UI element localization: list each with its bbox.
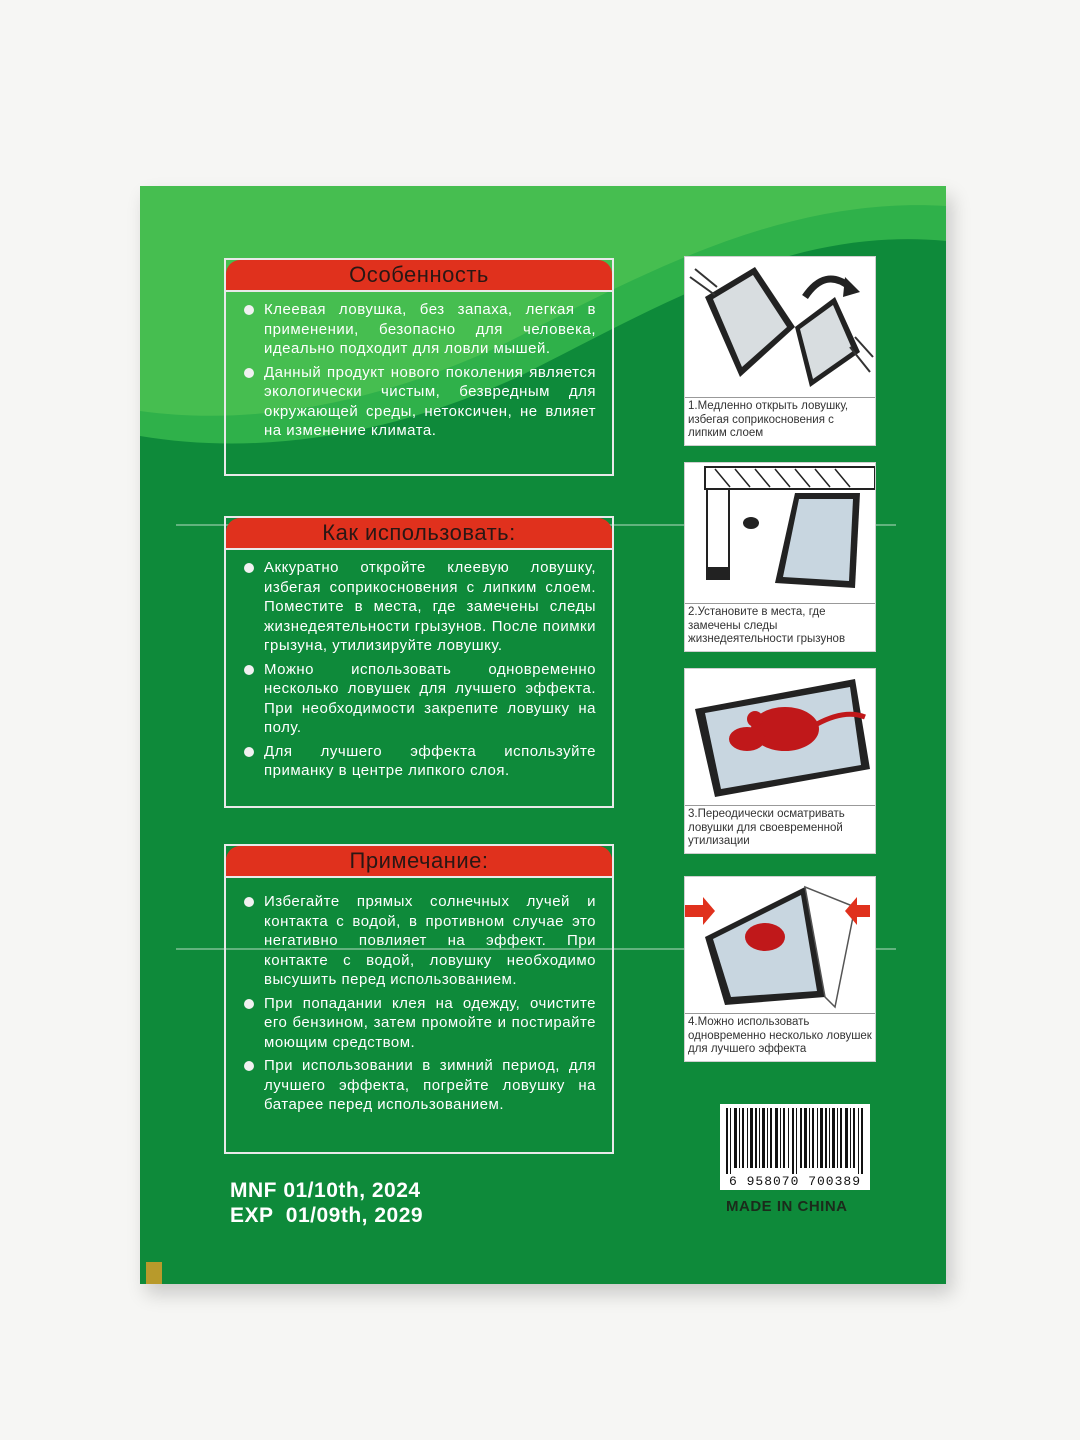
step-2-card: [684, 462, 876, 652]
usage-item: Можно использовать одновременно несколько ловушек для лучшего эффекта. При необходимости закрепите ловушку на полу.: [244, 660, 596, 738]
features-item: Данный продукт нового поколения является экологически чистым, безвредным для окружающей среды, нетоксичен, не влияет на изменение климата.: [244, 363, 596, 441]
open-trap-illustration: [685, 257, 875, 397]
folded-trap-illustration: [685, 877, 875, 1013]
usage-title: Как использовать:: [226, 518, 612, 550]
barcode-digits: 6 958070 700389: [728, 1174, 862, 1189]
step-3-caption: 3.Переодически осматривать ловушки для своевременной утилизации: [685, 805, 875, 853]
barcode-bars: [726, 1108, 864, 1174]
manufacture-date: MNF 01/10th, 2024: [230, 1179, 421, 1202]
usage-panel: [224, 516, 614, 808]
features-title: Особенность: [226, 260, 612, 292]
usage-item: Аккуратно откройте клеевую ловушку, избегая соприкосновения с липким слоем. Поместите в места, где замечены следы жизнедеятельности грызунов. После поимки грызуна, утилизируйте ловушку.: [244, 558, 596, 656]
features-item: Клеевая ловушка, без запаха, легкая в применении, безопасно для человека, идеально подходит для ловли мышей.: [244, 300, 596, 359]
note-item: Избегайте прямых солнечных лучей и контакта с водой, в противном случае это негативно повлияет на эффект. При контакте с водой, ловушку необходимо высушить перед использованием.: [244, 892, 596, 990]
origin-label: MADE IN CHINA: [726, 1198, 848, 1215]
usage-item: Для лучшего эффекта используйте приманку в центре липкого слоя.: [244, 742, 596, 781]
note-item: При попадании клея на одежду, очистите его бензином, затем промойте и постирайте моющим средством.: [244, 994, 596, 1053]
step-4-caption: 4.Можно использовать одновременно несколько ловушек для лучшего эффекта: [685, 1013, 875, 1061]
step-3-card: [684, 668, 876, 854]
barcode: [720, 1104, 870, 1190]
step-4-card: [684, 876, 876, 1062]
step-1-card: [684, 256, 876, 446]
expiry-date: EXP 01/09th, 2029: [230, 1204, 424, 1227]
step-2-caption: 2.Установите в места, где замечены следы жизнедеятельности грызунов: [685, 603, 875, 651]
step-1-caption: 1.Медленно открыть ловушку, избегая соприкосновения с липким слоем: [685, 397, 875, 445]
caught-mouse-illustration: [685, 669, 875, 805]
note-item: При использовании в зимний период, для лучшего эффекта, погрейте ловушку на батарее перед использованием.: [244, 1056, 596, 1115]
dates-block: [230, 1178, 423, 1228]
placed-trap-illustration: [685, 463, 875, 603]
features-panel: [224, 258, 614, 476]
box-bottom-corner: [146, 1262, 162, 1284]
note-title: Примечание:: [226, 846, 612, 878]
note-panel: [224, 844, 614, 1154]
